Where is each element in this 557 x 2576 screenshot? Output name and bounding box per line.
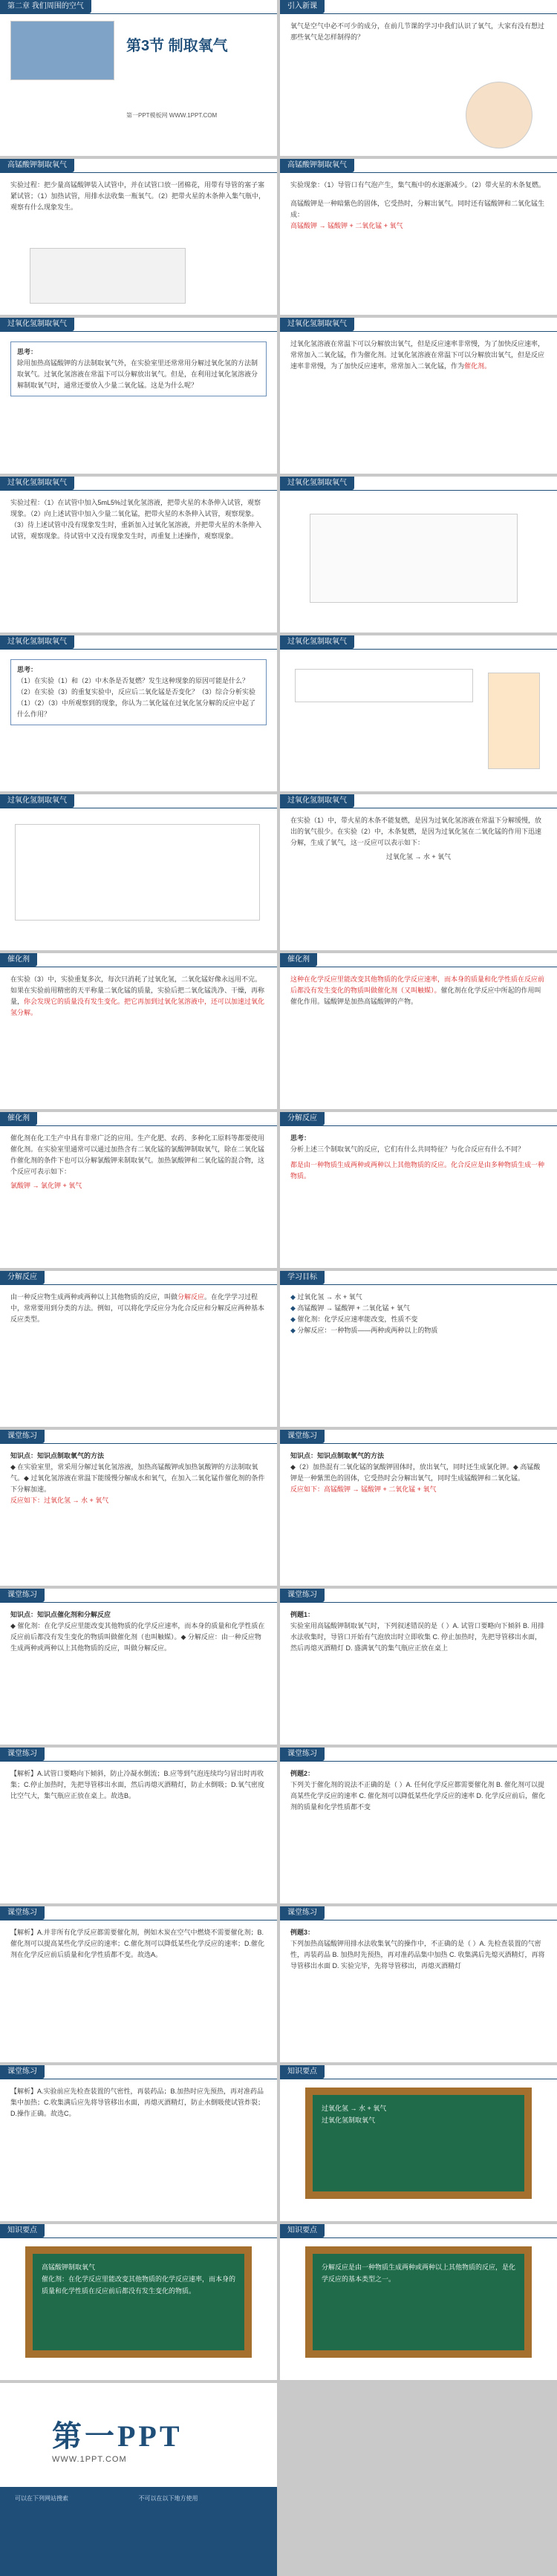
student-cartoon-image — [488, 673, 540, 769]
slide-tab: 第二章 我们周围的空气 — [0, 0, 91, 13]
slide-h2o2-images — [280, 477, 557, 632]
footer-logo: 第一PPT — [52, 2419, 183, 2453]
slide-tab: 知识要点 — [280, 2224, 325, 2237]
slide-tab: 高锰酸钾制取氧气 — [280, 159, 354, 172]
equation: 过氧化氢 → 水 + 氧气 — [385, 853, 452, 860]
slide-text: 过氧化氢溶液在常温下可以分解放出氧气，但是反应速率非常慢，为了加快反应速率，常常加入二氧化锰，作为催化剂。过氧化氢溶液在常温下可以分解放出氧气，但是反应速率非常慢，为了加快反应速率，常常加入二氧化锰，作为 — [290, 340, 545, 370]
question-label: 思考： — [17, 666, 38, 673]
slide-tab: 高锰酸钾制取氧气 — [0, 159, 74, 172]
slide-tab: 过氧化氢制取氧气 — [280, 635, 354, 649]
highlight-text: 你会发现它的质量没有发生变化。把它再加到过氧化氢溶液中，还可以加速过氧化氢分解。 — [10, 998, 265, 1016]
slide-text: （1）在实验（1）和（2）中木条是否复燃？发生这种现象的原因可能是什么？（2）在实验（3）的重复实验中，反应后二氧化锰是否变化？（3）综合分析实验（1）（2）（3）中所观察到的现象，你认为二氧化锰在过氧化氢分解的反应中起了什么作用？ — [17, 677, 256, 718]
footer-band — [0, 2487, 277, 2576]
comparison-table-image — [15, 824, 260, 921]
slide-text: 下列关于催化剂的说法不正确的是（ ）A. 任何化学反应都需要催化剂 B. 催化剂可以提高某些化学反应的速率 C. 催化剂可以降低某些化学反应的速率 D. 化学反应前后，催化剂的质量和化学性质都不变 — [290, 1781, 546, 1811]
slide-h2o2-question — [0, 318, 277, 474]
question-label: 思考： — [17, 348, 38, 356]
slide-summary-3 — [280, 2224, 557, 2380]
slide-practice-3 — [0, 1589, 277, 1745]
slide-tab: 课堂练习 — [0, 1430, 45, 1443]
highlight-text: 分解反应 — [177, 1293, 205, 1301]
highlight-text: 这种在化学反应里能改变其他物质的化学反应速率，而本身的质量和化学性质在反应前后都没有发生变化的物质叫做催化剂（又叫触媒）。 — [290, 975, 545, 994]
slide-catalyst-3 — [0, 1112, 277, 1268]
slide-text: ◆（2）加热混有二氧化锰的氯酸钾固体时，放出氧气，同时还生成氯化钾。◆ 高锰酸钾是一种紫黑色的固体，它受热时会分解出氧气，同时生成锰酸钾和二氧化锰。 — [290, 1463, 541, 1482]
footer-col-1: 可以在下列网站搜索 — [15, 2495, 68, 2502]
results-table-image — [295, 669, 473, 702]
knowledge-label: 知识点：知识点制取氧气的方法 — [10, 1452, 105, 1459]
slide-analysis-1 — [0, 1748, 277, 1903]
slide-analysis-3 — [0, 2065, 277, 2221]
slide-tab: 过氧化氢制取氧气 — [280, 794, 354, 808]
slide-text: 实验过程：把少量高锰酸钾装入试管中，并在试管口放一团棉花，用带有导管的塞子塞紧试管；（1）加热试管，用排水法收集一瓶氧气。（2）把带火星的木条伸入集气瓶中，观察有什么现象发生。 — [10, 181, 266, 211]
slide-text-2: 高锰酸钾是一种暗紫色的固体，它受热时，分解出氧气。同时还有锰酸钾和二氧化锰生成： — [290, 200, 545, 218]
slide-tab: 课堂练习 — [0, 1906, 45, 1920]
goal-item: ◆ 高锰酸钾 → 锰酸钾 + 二氧化锰 + 氧气 — [290, 1303, 547, 1314]
slide-text: 分析上述三个制取氧气的反应，它们有什么共同特征？与化合反应有什么不同？ — [290, 1145, 525, 1153]
slide-tab: 课堂练习 — [0, 2065, 45, 2079]
goal-list — [290, 1292, 547, 1336]
footer-url: WWW.1PPT.COM — [52, 2455, 127, 2464]
test-tube-image — [310, 514, 518, 603]
slide-tab: 课堂练习 — [280, 1906, 325, 1920]
slide-tab: 过氧化氢制取氧气 — [0, 635, 74, 649]
slide-tab: 过氧化氢制取氧气 — [0, 318, 74, 331]
summary-item: 催化剂：在化学反应里能改变其他物质的化学反应速率，而本身的质量和化学性质在反应前后都没有发生变化的物质。 — [42, 2275, 236, 2295]
knowledge-label: 知识点：知识点催化剂和分解反应 — [10, 1611, 111, 1618]
slide-summary-1 — [280, 2065, 557, 2221]
slide-text: ◆ 在实验室里，常采用分解过氧化氢溶液，加热高锰酸钾或加热氯酸钾的方法制取氧气。◆ 过氧化氢溶液在常温下能缓慢分解成水和氧气，在加入二氧化锰作催化剂的条件下分解加速。 — [10, 1463, 265, 1493]
slide-tab: 课堂练习 — [280, 1748, 325, 1761]
slide-text: 催化剂在化工生产中具有非常广泛的应用。生产化肥、农药、多种化工原料等都要使用催化剂。在实验室里通常可以通过加热含有二氧化锰的氯酸钾制取氧气，除在二氧化锰作催化剂的条件下也可以分解氯酸钾来制取氧气。加热氯酸钾和二氧化锰的混合物，这个反应可表示如下： — [10, 1134, 265, 1175]
example-label: 例题2： — [290, 1770, 315, 1777]
slide-tab: 引入新课 — [280, 0, 325, 13]
goal-item: ◆ 过氧化氢 → 水 + 氧气 — [290, 1292, 547, 1303]
chalkboard — [25, 2246, 252, 2358]
slide-text: 由一种反应物生成两种或两种以上其他物质的反应，叫做 — [10, 1293, 178, 1301]
slide-h2o2-think — [0, 635, 277, 791]
slide-kmno4-process — [0, 159, 277, 315]
slide-tab: 过氧化氢制取氧气 — [0, 794, 74, 808]
slide-h2o2-explain — [280, 794, 557, 950]
slide-text-2: 。在化学学习过程中，常常要用到分类的方法。例如，可以将化学反应分为化合反应和分解反应两种基本反应类型。 — [10, 1293, 265, 1323]
slide-text: ◆ 催化剂：在化学反应里能改变其他物质的化学反应速率，而本身的质量和化学性质在反应前后都没有发生变化的物质叫做催化剂（也叫触媒）。◆ 分解反应：由一种反应物生成两种或两种以上其他物质的反应，叫做分解反应。 — [10, 1622, 265, 1652]
slide-tab: 过氧化氢制取氧气 — [0, 477, 74, 490]
footer-col-2: 不可以在以下地方使用 — [138, 2495, 198, 2502]
slide-h2o2-table — [280, 635, 557, 791]
slide-text: 实验现象：（1）导管口有气泡产生，集气瓶中的水逐渐减少。（2）带火星的木条复燃。 — [290, 181, 546, 189]
slide-tab: 过氧化氢制取氧气 — [280, 318, 354, 331]
highlight-text: 都是由一种物质生成两种或两种以上其他物质的反应。化合反应是由多种物质生成一种物质。 — [290, 1161, 545, 1180]
slide-example-1 — [280, 1589, 557, 1745]
slide-tab: 过氧化氢制取氧气 — [280, 477, 354, 490]
slide-tab: 课堂练习 — [0, 1589, 45, 1602]
question-label: 思考： — [290, 1134, 311, 1142]
slide-tab: 学习目标 — [280, 1271, 325, 1284]
slide-practice-2 — [280, 1430, 557, 1586]
slide-practice-1 — [0, 1430, 277, 1586]
footer-panel — [0, 2383, 277, 2576]
slide-text: 在实验（1）中，带火星的木条不能复燃，是因为过氧化氢溶液在常温下分解缓慢，放出的氧气很少。在实验（2）中，木条复燃，是因为过氧化氢在二氧化锰的作用下迅速分解，生成了氧气，这一反应可以表示如下： — [290, 817, 542, 846]
summary-item: 分解反应是由一种物质生成两种或两种以上其他物质的反应，是化学反应的基本类型之一。 — [322, 2263, 516, 2283]
goal-item: ◆ 分解反应：一种物质——两种或两种以上的物质 — [290, 1325, 547, 1336]
equation: 氯酸钾 → 氯化钾 + 氧气 — [10, 1182, 82, 1189]
slide-text: 【解析】A.并非所有化学反应都需要催化剂，例如木炭在空气中燃烧不需要催化剂；B.催化剂可以提高某些化学反应的速率；C.催化剂可以降低某些化学反应的速率；D.催化剂在化学反应前后质量和化学性质都不变。故选A。 — [10, 1929, 265, 1958]
slide-intro — [280, 0, 557, 156]
apparatus-image — [30, 248, 186, 304]
slide-title — [0, 0, 277, 156]
landscape-image — [10, 21, 114, 80]
girl-cartoon-image — [466, 82, 532, 148]
slide-text: 【解析】A.试管口要略向下倾斜，防止冷凝水倒流；B.应等到气泡连续均匀冒出时再收集；C.停止加热时，先把导管移出水面，然后再熄灭酒精灯，防止水倒吸；D.氧气密度比空气大，集气瓶应正放在桌上。故选B。 — [10, 1770, 265, 1799]
footer-blank — [280, 2383, 557, 2576]
slide-tab: 课堂练习 — [0, 1748, 45, 1761]
slide-tab: 分解反应 — [280, 1112, 325, 1125]
slide-tab: 课堂练习 — [280, 1430, 325, 1443]
chalkboard — [305, 2246, 532, 2358]
slide-text: 【解析】A.实验前应先检查装置的气密性，再装药品；B.加热时应先预热，再对准药品集中加热；C.收集满后应先将导管移出水面，再熄灭酒精灯，防止水倒吸使试管炸裂；D.操作正确。故选C。 — [10, 2088, 265, 2117]
slide-text: 实验室用高锰酸钾制取氧气时，下列叙述错误的是（ ）A. 试管口要略向下倾斜 B. 用排水法收集时，导管口开始有气泡放出时立即收集 C. 停止加热时，先把导管移出水面，然后再熄灭酒精灯 D. 盛满氧气的集气瓶应正放在桌上 — [290, 1622, 545, 1652]
slide-example-3 — [280, 1906, 557, 2062]
example-label: 例题3： — [290, 1929, 315, 1936]
slide-tab: 课堂练习 — [280, 1589, 325, 1602]
slide-text: 氧气是空气中必不可少的成分，在前几节课的学习中我们认识了氧气，大家有没有想过那些氧气是怎样制得的？ — [290, 22, 545, 41]
slide-decomp-def — [0, 1271, 277, 1427]
slide-text: 实验过程：（1）在试管中加入5mL5%过氧化氢溶液，把带火星的木条伸入试管，观察现象。（2）向上述试管中加入少量二氧化锰，把带火星的木条伸入试管，观察现象。（3）待上述试管中没有现象发生时，重新加入过氧化氢溶液，并把带火星的木条伸入试管，观察现象。待试管中又没有现象发生时，再重复上述操作，观察现象。 — [10, 499, 262, 540]
equation: 高锰酸钾 → 锰酸钾 + 二氧化锰 + 氧气 — [290, 222, 403, 229]
equation: 反应如下：高锰酸钾 → 锰酸钾 + 二氧化锰 + 氧气 — [290, 1485, 437, 1493]
slide-text: 催化剂在化学反应中所起的作用叫催化作用。锰酸钾是加热高锰酸钾的产物。 — [290, 987, 541, 1005]
slide-h2o2-catalyst — [280, 318, 557, 474]
slide-title-text: 第3节 制取氧气 — [126, 38, 228, 54]
slide-tab: 催化剂 — [0, 953, 37, 967]
goal-item: ◆ 催化剂：化学反应速率能改变，性质不变 — [290, 1314, 547, 1325]
summary-item: 过氧化氢制取氧气 — [322, 2116, 376, 2124]
slide-summary-2 — [0, 2224, 277, 2380]
slide-catalyst-1 — [0, 953, 277, 1109]
summary-item: 过氧化氢 → 水 + 氧气 — [322, 2105, 387, 2112]
slide-tab: 知识要点 — [0, 2224, 45, 2237]
slide-tab: 分解反应 — [0, 1271, 45, 1284]
example-label: 例题1： — [290, 1611, 315, 1618]
slide-text: 下列加热高锰酸钾用排水法收集氧气的操作中，不正确的是（ ）A. 先检查装置的气密性，再装药品 B. 加热时先预热，再对准药品集中加热 C. 收集满后先熄灭酒精灯，再将导管移出水面 D. 实验完毕，先将导管移出，再熄灭酒精灯 — [290, 1940, 545, 1969]
equation: 反应如下：过氧化氢 → 水 + 氧气 — [10, 1497, 109, 1504]
slide-text: 除用加热高锰酸钾的方法制取氧气外，在实验室里还常常用分解过氧化氢的方法制取氧气。过氧化氢溶液在常温下可以分解放出氧气。但是，在利用过氧化氢溶液分解制取氧气时，通常还要放入少量二氧化锰。这是为什么呢？ — [17, 359, 258, 389]
slide-goals — [280, 1271, 557, 1427]
slide-tab: 催化剂 — [0, 1112, 37, 1125]
slide-analysis-2 — [0, 1906, 277, 2062]
slide-catalyst-2 — [280, 953, 557, 1109]
slide-h2o2-experiment — [0, 477, 277, 632]
slide-h2o2-table2 — [0, 794, 277, 950]
slide-kmno4-result — [280, 159, 557, 315]
slide-text: 在实验（3）中，实验重复多次，每次只消耗了过氧化氢，二氧化锰好像永远用不完。如果在实验前用精密的天平称量二氧化锰的质量，实验后把二氧化锰洗净、干燥，再称量， — [10, 975, 265, 1005]
highlight-text: 催化剂。 — [464, 362, 492, 370]
knowledge-label: 知识点：知识点制取氧气的方法 — [290, 1452, 385, 1459]
slide-tab: 催化剂 — [280, 953, 317, 967]
slide-tab: 知识要点 — [280, 2065, 325, 2079]
chalkboard — [305, 2088, 532, 2199]
slide-subtitle: 第一PPT模板网 WWW.1PPT.COM — [126, 112, 218, 119]
slide-decomp-think — [280, 1112, 557, 1268]
slide-example-2 — [280, 1748, 557, 1903]
summary-item: 高锰酸钾制取氧气 — [42, 2263, 96, 2271]
